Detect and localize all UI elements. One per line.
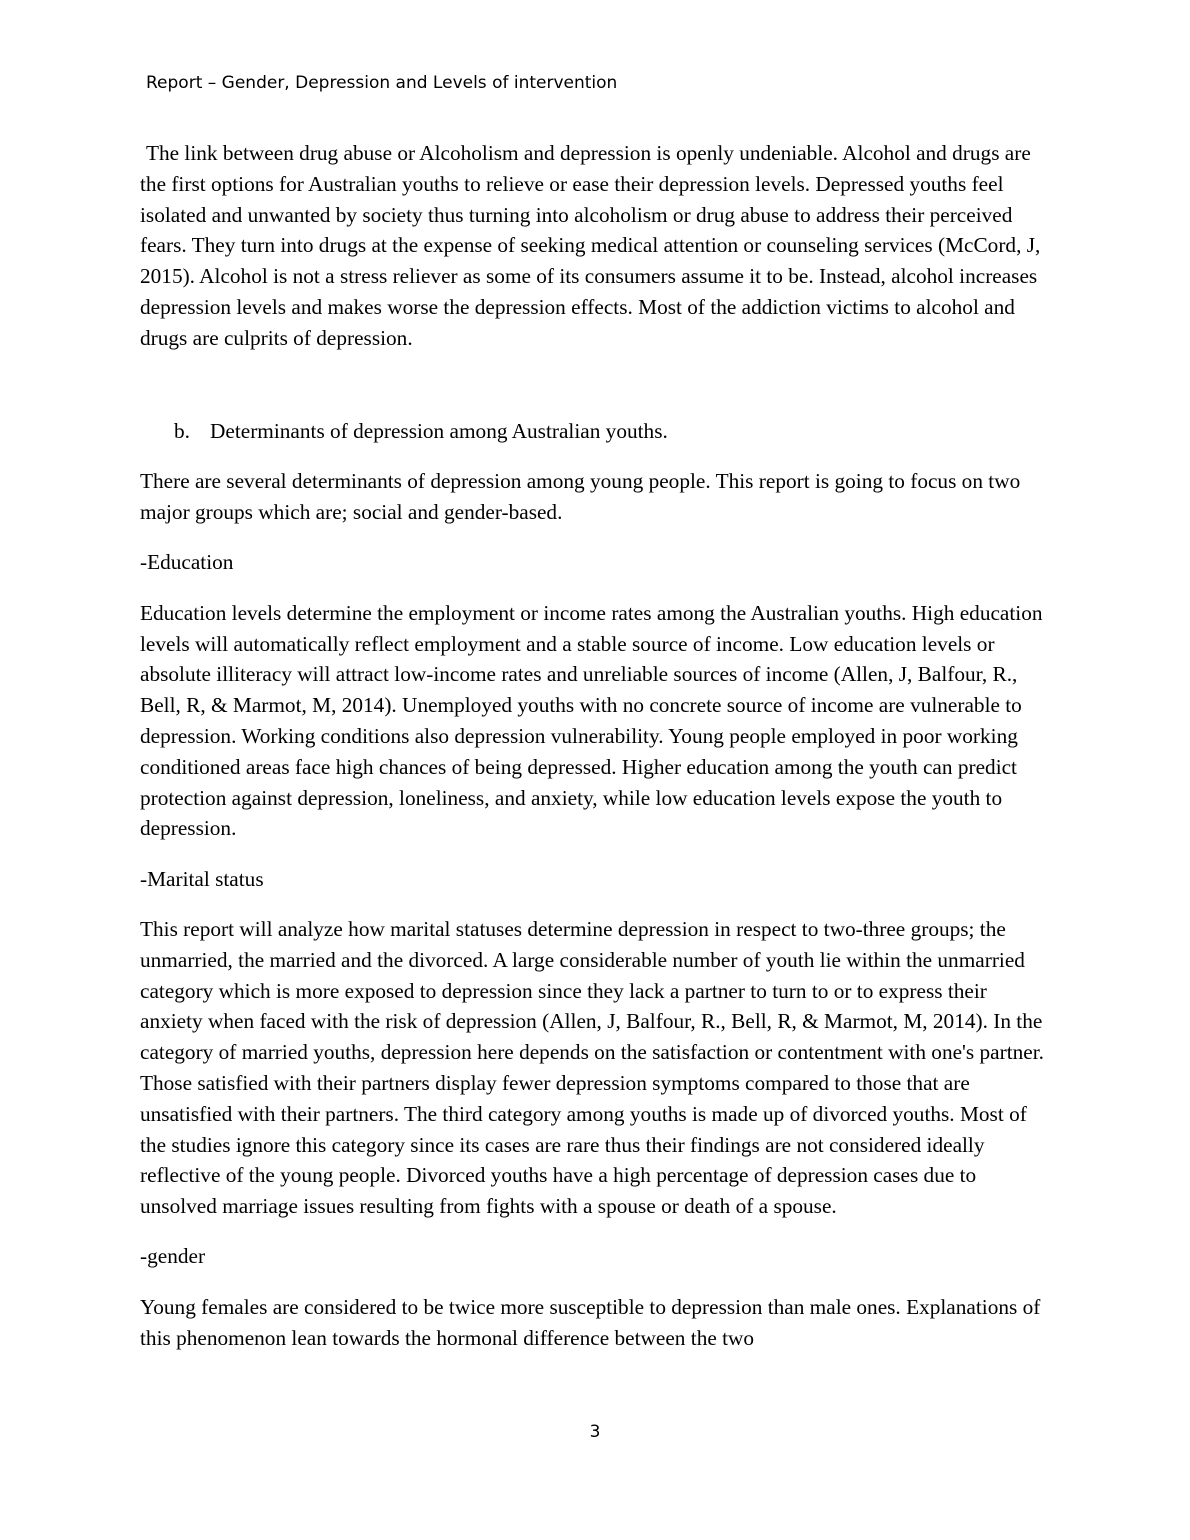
page-number: 3: [589, 1422, 601, 1442]
education-heading: -Education: [140, 550, 234, 575]
section-b-list-item: [140, 416, 1052, 447]
gender-paragraph: Young females are considered to be twice more susceptible to depression than male ones. Explanations of this phenomenon lean towards the hormonal difference between the two: [140, 1294, 1041, 1350]
marital-status-paragraph: This report will analyze how marital statuses determine depression in respect to two-three groups; the unmarried, the married and the divorced. A large considerable number of youth lie within the unmarried category which is more exposed to depression since they lack a partner to turn to or to express their anxiety when faced with the risk of depression (Allen, J, Balfour, R., Bell, R, & Marmot, M, 2014). In the category of married youths, depression here depends on the satisfaction or contentment with one's partner. Those satisfied with their partners display fewer depression symptoms compared to those that are unsatisfied with their partners. The third category among youths is made up of divorced youths. Most of the studies ignore this category since its cases are rare thus their findings are not considered ideally reflective of the young people. Divorced youths have a high percentage of depression cases due to unsolved marriage issues resulting from fights with a spouse or death of a spouse.: [140, 916, 1044, 1219]
marital-status-heading: -Marital status: [140, 866, 264, 891]
determinants-intro-paragraph: There are several determinants of depression among young people. This report is going to focus on two major groups which are; social and gender-based.: [140, 469, 1021, 525]
list-marker: b.: [174, 419, 190, 444]
gender-heading: -gender: [140, 1244, 206, 1269]
education-paragraph: Education levels determine the employment or income rates among the Australian youths. High education levels will automatically reflect employment and a stable source of income. Low education levels or absolute illiteracy will attract low-income rates and unreliable sources of income (Allen, J, Balfour, R., Bell, R, & Marmot, M, 2014). Unemployed youths with no concrete source of income are vulnerable to depression. Working conditions also depression vulnerability. Young people employed in poor working conditioned areas face high chances of being depressed. Higher education among the youth can predict protection against depression, loneliness, and anxiety, while low education levels expose the youth to depression.: [140, 600, 1043, 841]
intro-paragraph: The link between drug abuse or Alcoholism and depression is openly undeniable. Alcohol and drugs are the first options for Australian youths to relieve or ease their depression levels. Depressed youths feel isolated and unwanted by society thus turning into alcoholism or drug abuse to address their perceived fears. They turn into drugs at the expense of seeking medical attention or counseling services (McCord, J, 2015). Alcohol is not a stress reliever as some of its consumers assume it to be. Instead, alcohol increases depression levels and makes worse the depression effects. Most of the addiction victims to alcohol and drugs are culprits of depression.: [140, 141, 1041, 350]
section-b-heading: Determinants of depression among Australian youths.: [210, 419, 668, 444]
document-body: [140, 138, 1052, 1373]
page-header: Report – Gender, Depression and Levels of intervention: [146, 73, 618, 93]
blank-line: [140, 373, 1052, 416]
